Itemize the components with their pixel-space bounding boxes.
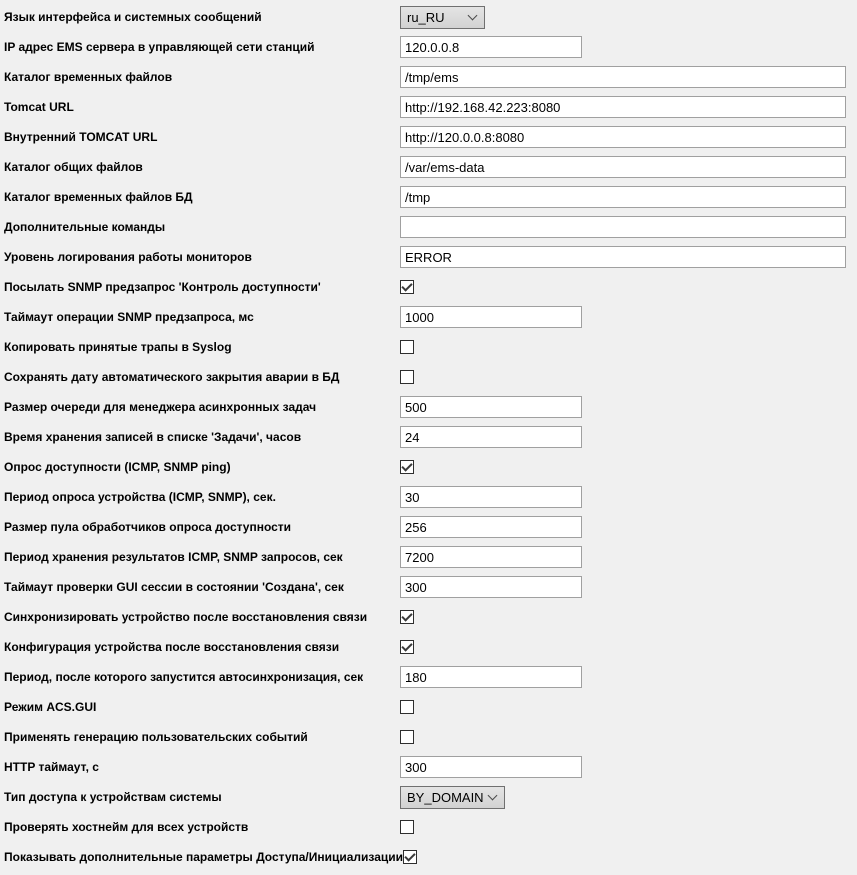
form-row-acs-gui-mode bbox=[0, 692, 857, 722]
save-auto-close-date-label: Сохранять дату автоматического закрытия аварии в БД bbox=[4, 370, 340, 384]
autosync-period-input[interactable] bbox=[400, 666, 582, 688]
form-row-http-timeout bbox=[0, 752, 857, 782]
show-advanced-params-checkbox[interactable] bbox=[403, 850, 417, 864]
snmp-precheck-timeout-label: Таймаут операции SNMP предзапроса, мс bbox=[4, 310, 254, 324]
access-type-selected-value: BY_DOMAIN bbox=[407, 789, 484, 805]
form-row-sync-after-reconnect bbox=[0, 602, 857, 632]
availability-poll-checkbox[interactable] bbox=[400, 460, 414, 474]
check-icon bbox=[401, 280, 412, 291]
show-advanced-params-label: Показывать дополнительные параметры Доступа/Инициализации bbox=[4, 850, 404, 864]
snmp-precheck-label: Посылать SNMP предзапрос 'Контроль доступности' bbox=[4, 280, 321, 294]
sync-after-reconnect-label: Синхронизировать устройство после восстановления связи bbox=[4, 610, 368, 624]
acs-gui-mode-checkbox[interactable] bbox=[400, 700, 414, 714]
snmp-precheck-checkbox[interactable] bbox=[400, 280, 414, 294]
tmp-dir-label: Каталог временных файлов bbox=[4, 70, 173, 84]
check-icon bbox=[401, 640, 412, 651]
device-poll-period-label: Период опроса устройства (ICMP, SNMP), сек. bbox=[4, 490, 276, 504]
gui-session-timeout-input[interactable] bbox=[400, 576, 582, 598]
autosync-period-label: Период, после которого запустится автосинхронизация, сек bbox=[4, 670, 364, 684]
form-row-language bbox=[0, 2, 857, 32]
ems-ip-label: IP адрес EMS сервера в управляющей сети станций bbox=[4, 40, 315, 54]
check-icon bbox=[401, 610, 412, 621]
tasks-retention-input[interactable] bbox=[400, 426, 582, 448]
extra-commands-label: Дополнительные команды bbox=[4, 220, 166, 234]
db-tmp-dir-input[interactable] bbox=[400, 186, 846, 208]
form-row-copy-traps-syslog bbox=[0, 332, 857, 362]
form-row-extra-commands bbox=[0, 212, 857, 242]
check-hostname-label: Проверять хостнейм для всех устройств bbox=[4, 820, 249, 834]
poll-pool-size-label: Размер пула обработчиков опроса доступности bbox=[4, 520, 292, 534]
form-row-check-hostname bbox=[0, 812, 857, 842]
tmp-dir-input[interactable] bbox=[400, 66, 846, 88]
ems-ip-input[interactable] bbox=[400, 36, 582, 58]
async-queue-size-label: Размер очереди для менеджера асинхронных задач bbox=[4, 400, 317, 414]
internal-tomcat-url-input[interactable] bbox=[400, 126, 846, 148]
access-type-select[interactable] bbox=[400, 786, 505, 809]
chevron-down-icon bbox=[488, 791, 498, 801]
form-row-async-queue-size bbox=[0, 392, 857, 422]
language-label: Язык интерфейса и системных сообщений bbox=[4, 10, 262, 24]
form-row-monitor-log-level bbox=[0, 242, 857, 272]
extra-commands-input[interactable] bbox=[400, 216, 846, 238]
gui-session-timeout-label: Таймаут проверки GUI сессии в состоянии 'Создана', сек bbox=[4, 580, 344, 594]
snmp-precheck-timeout-input[interactable] bbox=[400, 306, 582, 328]
form-row-tmp-dir bbox=[0, 62, 857, 92]
check-hostname-checkbox[interactable] bbox=[400, 820, 414, 834]
form-row-show-advanced-params bbox=[0, 842, 857, 872]
sync-after-reconnect-checkbox[interactable] bbox=[400, 610, 414, 624]
form-row-autosync-period bbox=[0, 662, 857, 692]
poll-pool-size-input[interactable] bbox=[400, 516, 582, 538]
language-selected-value: ru_RU bbox=[407, 9, 445, 25]
db-tmp-dir-label: Каталог временных файлов БД bbox=[4, 190, 193, 204]
check-icon bbox=[404, 850, 415, 861]
form-row-icmp-snmp-retention bbox=[0, 542, 857, 572]
internal-tomcat-url-label: Внутренний TOMCAT URL bbox=[4, 130, 158, 144]
check-icon bbox=[401, 460, 412, 471]
form-row-config-after-reconnect bbox=[0, 632, 857, 662]
form-row-tasks-retention bbox=[0, 422, 857, 452]
shared-dir-label: Каталог общих файлов bbox=[4, 160, 143, 174]
form-row-access-type bbox=[0, 782, 857, 812]
config-after-reconnect-checkbox[interactable] bbox=[400, 640, 414, 654]
form-row-internal-tomcat-url bbox=[0, 122, 857, 152]
availability-poll-label: Опрос доступности (ICMP, SNMP ping) bbox=[4, 460, 231, 474]
form-row-tomcat-url bbox=[0, 92, 857, 122]
form-row-shared-dir bbox=[0, 152, 857, 182]
tasks-retention-label: Время хранения записей в списке 'Задачи', часов bbox=[4, 430, 302, 444]
monitor-log-level-input[interactable] bbox=[400, 246, 846, 268]
tomcat-url-label: Tomcat URL bbox=[4, 100, 74, 114]
acs-gui-mode-label: Режим ACS.GUI bbox=[4, 700, 97, 714]
form-row-ems-ip bbox=[0, 32, 857, 62]
http-timeout-input[interactable] bbox=[400, 756, 582, 778]
icmp-snmp-retention-input[interactable] bbox=[400, 546, 582, 568]
form-row-availability-poll bbox=[0, 452, 857, 482]
form-row-save-auto-close-date bbox=[0, 362, 857, 392]
form-row-snmp-precheck-timeout bbox=[0, 302, 857, 332]
form-row-gui-session-timeout bbox=[0, 572, 857, 602]
copy-traps-syslog-checkbox[interactable] bbox=[400, 340, 414, 354]
access-type-label: Тип доступа к устройствам системы bbox=[4, 790, 222, 804]
user-events-generation-label: Применять генерацию пользовательских событий bbox=[4, 730, 308, 744]
monitor-log-level-label: Уровень логирования работы мониторов bbox=[4, 250, 252, 264]
chevron-down-icon bbox=[468, 11, 478, 21]
language-select[interactable] bbox=[400, 6, 485, 29]
tomcat-url-input[interactable] bbox=[400, 96, 846, 118]
http-timeout-label: HTTP таймаут, с bbox=[4, 760, 99, 774]
form-row-db-tmp-dir bbox=[0, 182, 857, 212]
icmp-snmp-retention-label: Период хранения результатов ICMP, SNMP запросов, сек bbox=[4, 550, 343, 564]
form-row-poll-pool-size bbox=[0, 512, 857, 542]
async-queue-size-input[interactable] bbox=[400, 396, 582, 418]
form-row-user-events-generation bbox=[0, 722, 857, 752]
device-poll-period-input[interactable] bbox=[400, 486, 582, 508]
shared-dir-input[interactable] bbox=[400, 156, 846, 178]
form-row-device-poll-period bbox=[0, 482, 857, 512]
form-row-snmp-precheck bbox=[0, 272, 857, 302]
config-after-reconnect-label: Конфигурация устройства после восстановления связи bbox=[4, 640, 340, 654]
user-events-generation-checkbox[interactable] bbox=[400, 730, 414, 744]
save-auto-close-date-checkbox[interactable] bbox=[400, 370, 414, 384]
copy-traps-syslog-label: Копировать принятые трапы в Syslog bbox=[4, 340, 232, 354]
